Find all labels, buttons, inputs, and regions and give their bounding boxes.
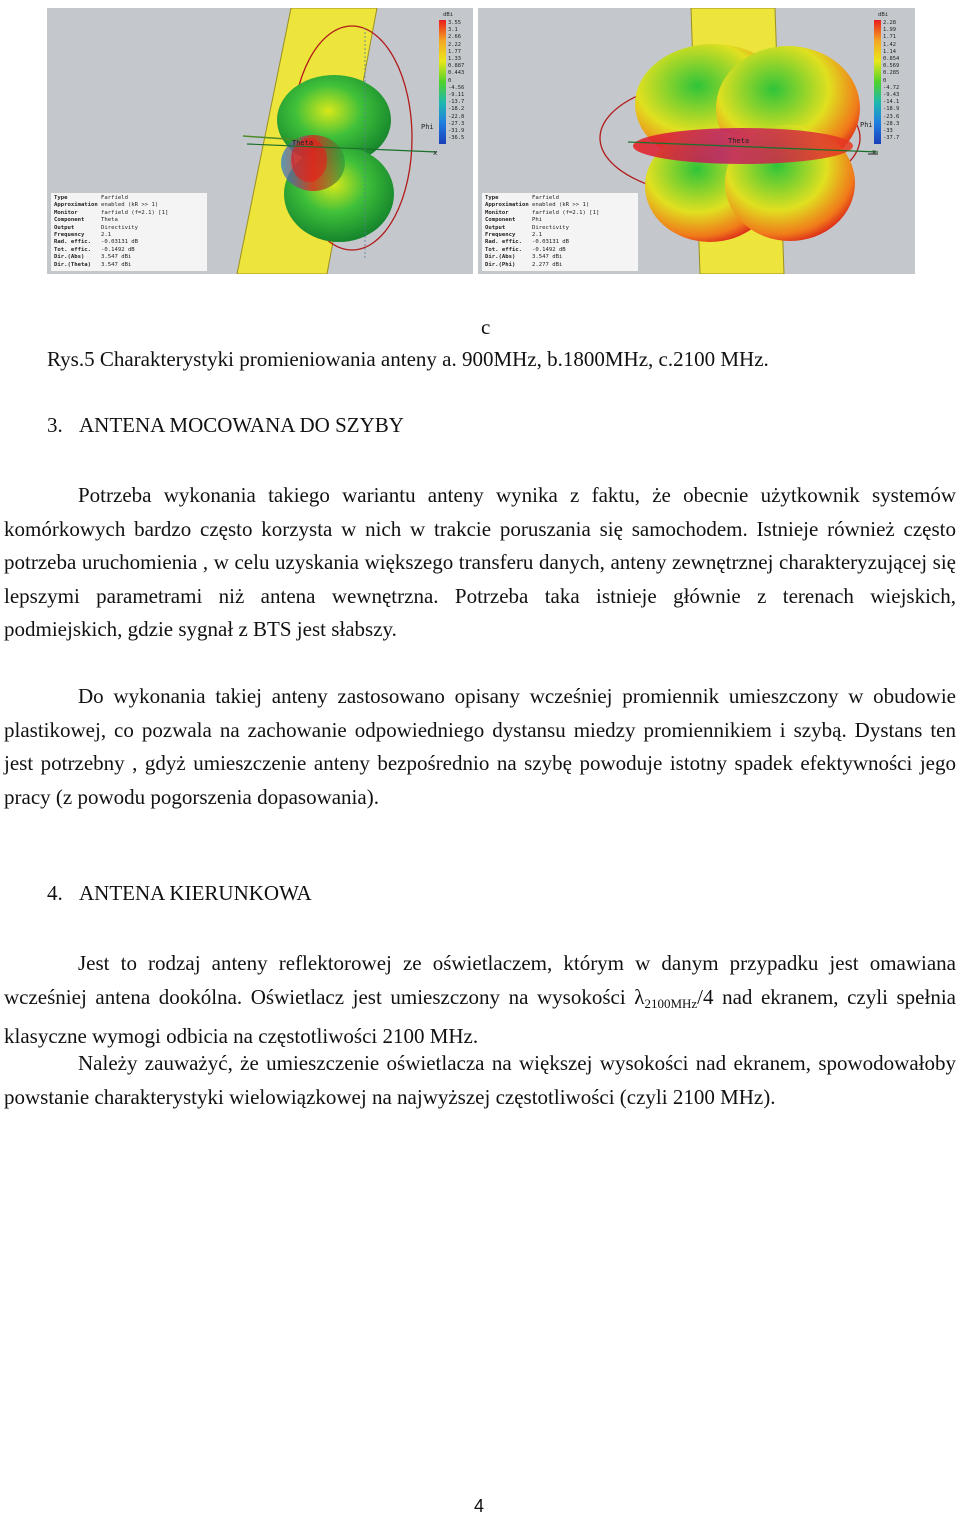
legend-value: 1.42 — [883, 41, 896, 48]
info-value: -0.03131 dB — [101, 239, 139, 246]
legend-values-right — [883, 20, 899, 142]
info-value: Directivity — [532, 224, 570, 231]
section-3-heading — [47, 413, 404, 438]
legend-value: 3.55 — [448, 20, 461, 26]
legend-value: 0.854 — [883, 56, 900, 63]
legend-value: -28.3 — [883, 120, 900, 127]
info-value: Farfield — [532, 194, 559, 201]
section-4-paragraph-1-text-a: Jest to rodzaj anteny reflektorowej ze oświetlaczem, którym w danym przypadku jest omawiana wcześniej antena dookólna. Oświetlacz jest umieszczony na wysokości λ — [4, 951, 956, 1009]
info-key: Dir.(Phi) — [485, 261, 516, 268]
legend-value: -22.8 — [448, 113, 465, 120]
legend-value: 2.66 — [448, 34, 461, 41]
legend-value: 3.1 — [448, 27, 458, 34]
info-row — [54, 262, 204, 269]
legend-value: 2.22 — [448, 41, 461, 48]
section-3-paragraph-1 — [4, 479, 956, 647]
info-row — [485, 232, 635, 239]
legend-value: -27.3 — [448, 120, 465, 127]
info-key: Component — [54, 217, 85, 224]
info-value: Directivity — [101, 224, 139, 231]
info-key: Rad. effic. — [485, 239, 523, 246]
section-3-title: ANTENA MOCOWANA DO SZYBY — [79, 413, 404, 437]
legend-value: 1.71 — [883, 34, 896, 41]
info-row — [54, 195, 204, 202]
theta-axis-label-right: Theta — [728, 137, 750, 145]
info-value: 2.277 dBi — [532, 261, 563, 268]
lambda-subscript: 2100MHz — [644, 995, 698, 1011]
figure-caption: Rys.5 Charakterystyki promieniowania anteny a. 900MHz, b.1800MHz, c.2100 MHz. — [47, 347, 769, 371]
legend-values-left — [448, 20, 464, 142]
phi-axis-label-left: Phi — [421, 123, 434, 131]
simulation-info-panel-left — [51, 193, 207, 271]
info-key: Dir.(Theta) — [54, 261, 92, 268]
info-value: Farfield — [101, 194, 128, 201]
section-3-paragraph-1-text: Potrzeba wykonania takiego wariantu anteny wynika z faktu, że obecnie użytkownik systemów komórkowych bardzo często korzysta w nich w trakcie poruszania się samochodem. Istnieje również często potrzeba uruchomienia , w celu uzyskania większego transferu danych, anteny zewnętrznej charakteryzującej się lepszymi parametrami niż antena wewnętrzna. Potrzeba taka istnieje głównie z terenach wiejskich, podmiejskich, gdzie sygnał z BTS jest słabszy. — [4, 483, 956, 641]
info-key: Component — [485, 217, 516, 224]
info-key: Dir.(Abs) — [54, 254, 85, 261]
legend-value: -9.43 — [883, 92, 900, 99]
legend-value: -23.6 — [883, 113, 900, 120]
info-key: Tot. effic. — [485, 246, 523, 253]
legend-value: 1.77 — [448, 48, 461, 55]
info-key: Dir.(Abs) — [485, 254, 516, 261]
legend-value: -9.11 — [448, 92, 465, 99]
simulation-info-panel-right — [482, 193, 638, 271]
color-scale-legend-left — [439, 12, 469, 142]
info-key: Monitor — [485, 209, 509, 216]
info-key: Approximation — [54, 202, 98, 209]
phi-axis-label-right: Phi — [860, 121, 873, 129]
section-4-paragraph-1-text-b: /4 nad ekranem, czyli spełnia klasyczne wymogi odbicia na częstotliwości 2100 MHz. — [4, 984, 956, 1048]
section-3-paragraph-2 — [4, 680, 956, 814]
color-scale-legend-right — [874, 12, 904, 142]
info-key: Frequency — [485, 231, 516, 238]
info-key: Output — [54, 224, 75, 231]
legend-value: -13.7 — [448, 99, 465, 106]
info-row — [485, 202, 635, 209]
legend-value: 1.99 — [883, 27, 896, 34]
info-row — [485, 254, 635, 261]
legend-value: -33 — [883, 128, 893, 135]
radiation-pattern-figure-right — [478, 8, 915, 274]
x-axis-label-left: x — [433, 149, 438, 157]
legend-value: 2.28 — [883, 20, 896, 26]
section-4-paragraph-1 — [4, 947, 956, 1054]
legend-value: 1.33 — [448, 56, 461, 63]
color-scale-bar-right — [874, 20, 881, 144]
info-key: Tot. effic. — [54, 246, 92, 253]
info-value: enabled (kR >> 1) — [532, 202, 590, 209]
legend-value: -4.56 — [448, 84, 465, 91]
radiation-pattern-figure-left — [47, 8, 473, 274]
info-row — [485, 225, 635, 232]
info-row — [54, 232, 204, 239]
legend-unit-right: dBi — [878, 12, 889, 18]
page-number: 4 — [474, 1496, 485, 1516]
info-row — [485, 217, 635, 224]
legend-value: 0.569 — [883, 63, 900, 70]
legend-value: 1.14 — [883, 48, 896, 55]
info-value: 3.547 dBi — [101, 254, 132, 261]
x-axis-label-right: x — [872, 148, 877, 156]
info-value: Theta — [101, 217, 118, 224]
section-3-number: 3. — [47, 413, 63, 437]
info-value: 2.1 — [532, 231, 543, 238]
section-4-number: 4. — [47, 881, 63, 905]
info-value: 2.1 — [101, 231, 112, 238]
info-value: enabled (kR >> 1) — [101, 202, 159, 209]
info-value: farfield (f=2.1) [1] — [532, 209, 600, 216]
section-4-paragraph-2 — [4, 1047, 956, 1114]
section-4-paragraph-2-text: Należy zauważyć, że umieszczenie oświetlacza na większej wysokości nad ekranem, spowodowałoby powstanie charakterystyki wielowiązkowej na najwyższej częstotliwości (czyli 2100 MHz). — [4, 1051, 956, 1109]
info-row — [54, 239, 204, 246]
info-key: Type — [485, 194, 499, 201]
info-value: 3.547 dBi — [532, 254, 563, 261]
info-key: Approximation — [485, 202, 529, 209]
legend-value: -14.1 — [883, 99, 900, 106]
info-key: Type — [54, 194, 68, 201]
info-key: Monitor — [54, 209, 78, 216]
info-key: Rad. effic. — [54, 239, 92, 246]
legend-value: 0.443 — [448, 70, 465, 77]
legend-value: 0.285 — [883, 70, 900, 77]
legend-value: 0.887 — [448, 63, 465, 70]
info-row — [485, 195, 635, 202]
info-row — [54, 210, 204, 217]
info-value: -0.1492 dB — [101, 246, 135, 253]
subfigure-label-c: c — [481, 315, 491, 339]
legend-value: -31.9 — [448, 128, 465, 135]
section-4-title: ANTENA KIERUNKOWA — [79, 881, 312, 905]
info-value: farfield (f=2.1) [1] — [101, 209, 169, 216]
legend-value: -36.5 — [448, 135, 465, 142]
legend-unit-left: dBi — [443, 12, 454, 18]
info-key: Output — [485, 224, 506, 231]
info-row — [485, 247, 635, 254]
info-row — [54, 217, 204, 224]
info-row — [54, 254, 204, 261]
section-4-heading — [47, 881, 312, 906]
info-value: Phi — [532, 217, 543, 224]
color-scale-bar-left — [439, 20, 446, 144]
legend-value: -18.9 — [883, 106, 900, 113]
info-row — [485, 210, 635, 217]
info-value: -0.03131 dB — [532, 239, 570, 246]
legend-value: 0 — [448, 77, 452, 84]
section-3-paragraph-2-text: Do wykonania takiej anteny zastosowano opisany wcześniej promiennik umieszczony w obudowie plastikowej, co pozwala na zachowanie odpowiedniego dystansu miedzy promiennikiem i szybą. Dystans ten jest potrzebny , gdyż umieszczenie anteny bezpośrednio na szybę powoduje istotny spadek efektywności jego pracy (z powodu pogorszenia dopasowania). — [4, 684, 956, 809]
legend-value: -4.72 — [883, 84, 900, 91]
info-row — [54, 202, 204, 209]
info-value: 3.547 dBi — [101, 261, 132, 268]
legend-value: 0 — [883, 77, 887, 84]
legend-value: -18.2 — [448, 106, 465, 113]
info-row — [54, 225, 204, 232]
theta-axis-label-left: Theta — [292, 139, 314, 147]
info-row — [54, 247, 204, 254]
info-row — [485, 262, 635, 269]
info-key: Frequency — [54, 231, 85, 238]
info-row — [485, 239, 635, 246]
legend-value: -37.7 — [883, 135, 900, 142]
info-value: -0.1492 dB — [532, 246, 566, 253]
